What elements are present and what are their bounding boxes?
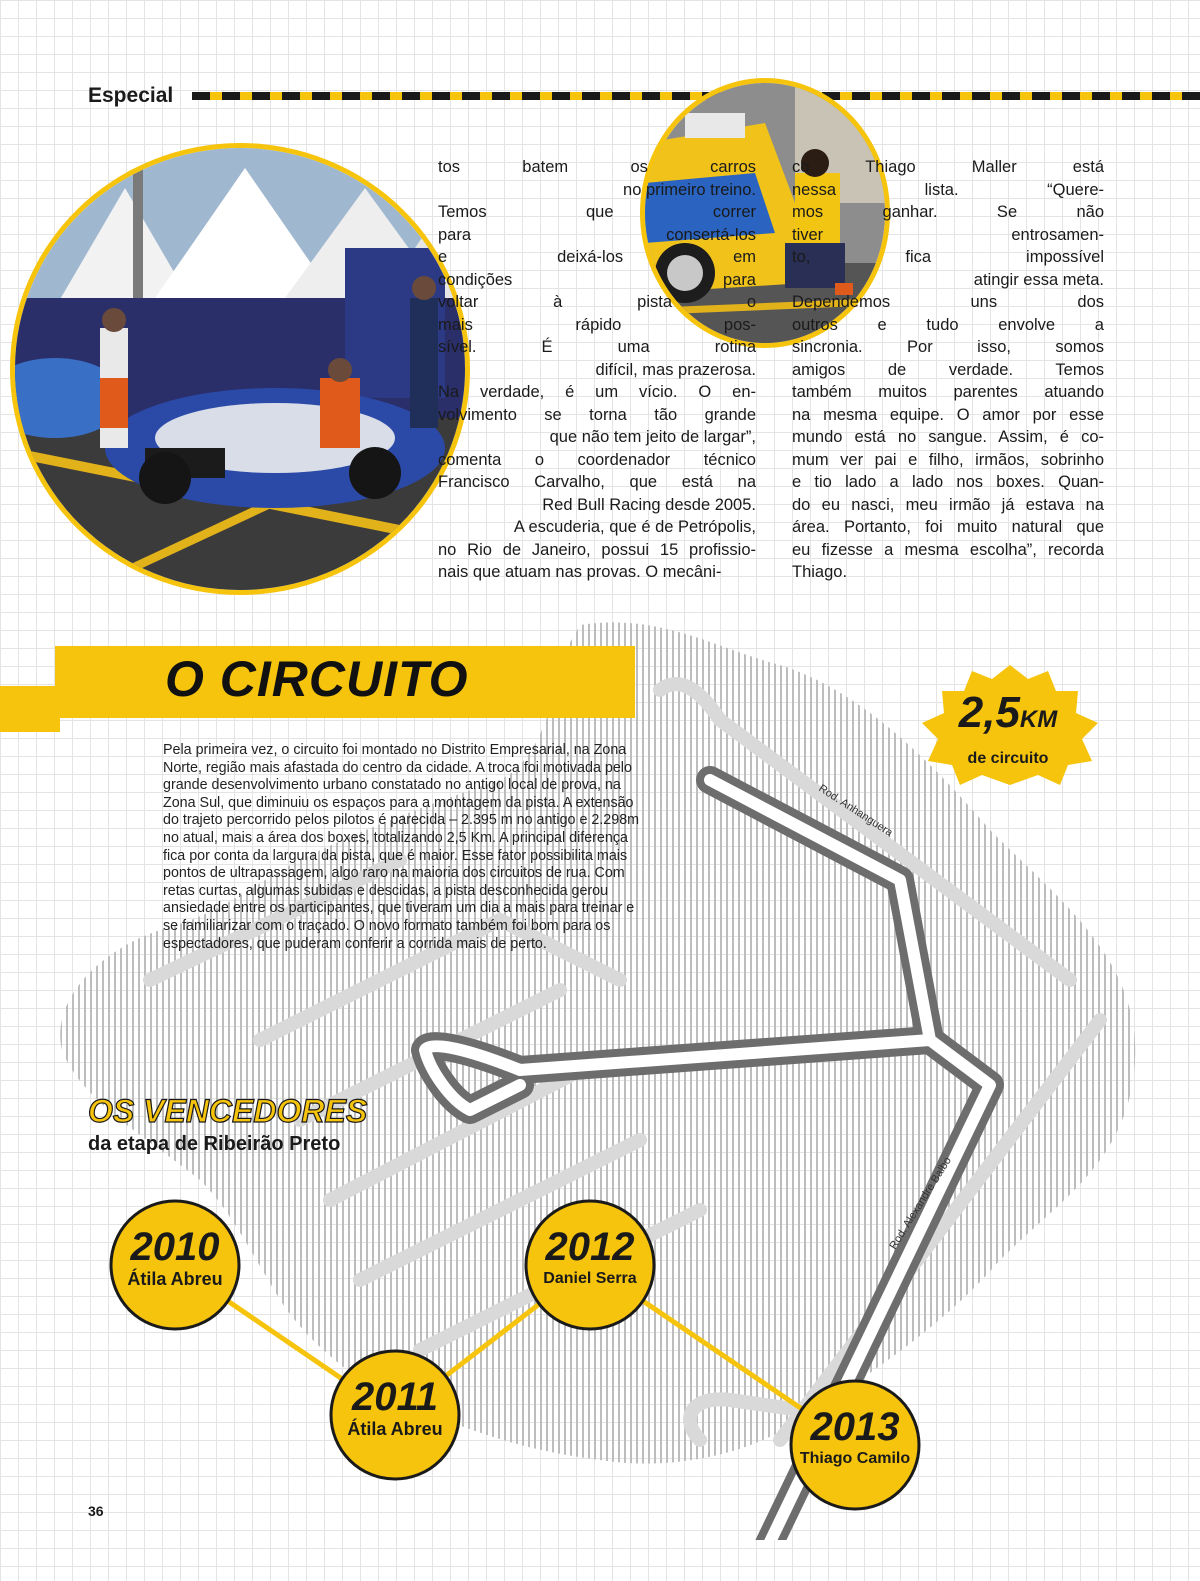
winner-name: Átila Abreu	[127, 1269, 223, 1289]
circuit-title: O CIRCUITO	[165, 651, 469, 707]
winner-2013	[786, 1405, 924, 1469]
winner-name: Átila Abreu	[347, 1419, 443, 1439]
article-line: voltar à pista o	[438, 293, 756, 311]
page-number: 36	[88, 1503, 104, 1519]
winner-2010	[111, 1225, 239, 1289]
article-line: tiver entrosamen-	[792, 225, 1104, 244]
article-line: nessa lista. “Quere-	[792, 180, 1104, 199]
article-line: Dependemos uns dos	[792, 293, 1104, 311]
section-label: Especial	[88, 84, 174, 107]
road-label-anhanguera: Rod. Anhanguera	[816, 782, 895, 840]
title-wedge	[0, 686, 60, 732]
winner-year: 2013	[810, 1405, 900, 1449]
article-line: Temos que correr	[438, 203, 756, 221]
winner-year: 2011	[351, 1375, 438, 1419]
article-line: na mesma equipe. O amor por esse	[792, 405, 1104, 424]
article-column-right	[792, 156, 1104, 584]
article-line: outros e tudo envolve a	[792, 315, 1104, 334]
article-line: e tio lado a lado nos boxes. Quan-	[792, 473, 1104, 491]
length-caption: de circuito	[967, 750, 1049, 767]
article-line: volvimento se torna tão grande	[438, 405, 756, 424]
article-line: Francisco Carvalho, que está na	[438, 473, 756, 491]
article-line: amigos de verdade. Temos	[792, 360, 1104, 379]
article-line: sincronia. Por isso, somos	[792, 338, 1104, 356]
article-line: Red Bull Racing desde 2005.	[542, 495, 756, 514]
length-unit: KM	[1019, 706, 1058, 733]
article-line: no primeiro treino.	[623, 180, 756, 199]
road-label-alexandre-balbo: Rod. Alexandre Balbo	[887, 1154, 954, 1252]
article-line: mais rápido pos-	[438, 315, 756, 334]
article-line: também muitos parentes atuando	[792, 383, 1104, 401]
article-line: área. Portanto, foi muito natural que	[792, 518, 1104, 536]
article-line: A escuderia, que é de Petrópolis,	[513, 518, 756, 536]
article-line: Thiago.	[792, 563, 848, 581]
article-line: atingir essa meta.	[973, 270, 1104, 289]
article-line: comenta o coordenador técnico	[438, 450, 756, 469]
article-line: mos ganhar. Se não	[792, 203, 1104, 221]
article-line: eu fizesse a mesma escolha”, recorda	[792, 540, 1104, 559]
article-line: Na verdade, é um vício. O en-	[438, 383, 756, 401]
article-line: mum ver pai e filho, irmãos, sobrinho	[792, 450, 1104, 469]
article-column-left	[438, 156, 756, 584]
article-line: do eu nasci, meu irmão já estava na	[792, 495, 1104, 514]
winners-subtitle: da etapa de Ribeirão Preto	[88, 1133, 341, 1155]
winner-name: Thiago Camilo	[799, 1450, 911, 1467]
winner-year: 2012	[545, 1225, 635, 1269]
article-line: no Rio de Janeiro, possui 15 profissio-	[438, 540, 756, 559]
article-line: difícil, mas prazerosa.	[595, 360, 756, 379]
article-line: sível. É uma rotina	[438, 338, 756, 356]
article-line: co Thiago Maller está	[792, 158, 1104, 176]
article-line: para consertá-los	[438, 225, 756, 244]
winner-2011	[331, 1375, 459, 1439]
article-line: condições para	[438, 270, 756, 289]
length-value: 2,5KM	[958, 688, 1058, 737]
winner-year: 2010	[130, 1225, 220, 1269]
photo-pit-crew	[10, 143, 470, 595]
pit-crew-illustration	[15, 148, 465, 590]
article-line: que não tem jeito de largar”,	[549, 428, 756, 446]
winner-2012	[526, 1225, 654, 1289]
winner-name: Daniel Serra	[543, 1270, 637, 1287]
winners-title: OS VENCEDORES	[88, 1093, 368, 1129]
article-line: to, fica impossível	[792, 248, 1104, 266]
article-line: mundo está no sangue. Assim, é co-	[792, 428, 1104, 446]
article-line: e deixá-los em	[438, 248, 756, 266]
circuit-description: Pela primeira vez, o circuito foi montado no Distrito Empresarial, na Zona Norte, região mais afastada do centro da cidade. A troca foi motivada pelo grande desenvolvimento urbano constatado no antigo local de prova, na Zona Sul, que diminuiu os espaços para a montagem da pista. A extensão do trajeto percorrido pelos pilotos é parecida – 2.395 m no antigo e 2.298m no atual, mais a área dos boxes, totalizando 2,5 Km. A principal diferença fica por conta da largura da pista, que é maior. Esse fator possibilita mais pontos de ultrapassagem, algo raro na maioria dos circuitos de rua. Com retas curtas, algumas subidas e descidas, a pista desconhecida gerou ansiedade entre os participantes, que tiveram um dia a mais para treinar e se familiarizar com o traçado. O novo formato também foi bom para os espectadores, que puderam conferir a corrida mais de perto.	[163, 742, 640, 952]
article-line: tos batem os carros	[438, 158, 756, 176]
article-line: nais que atuam nas provas. O mecâni-	[438, 563, 722, 581]
